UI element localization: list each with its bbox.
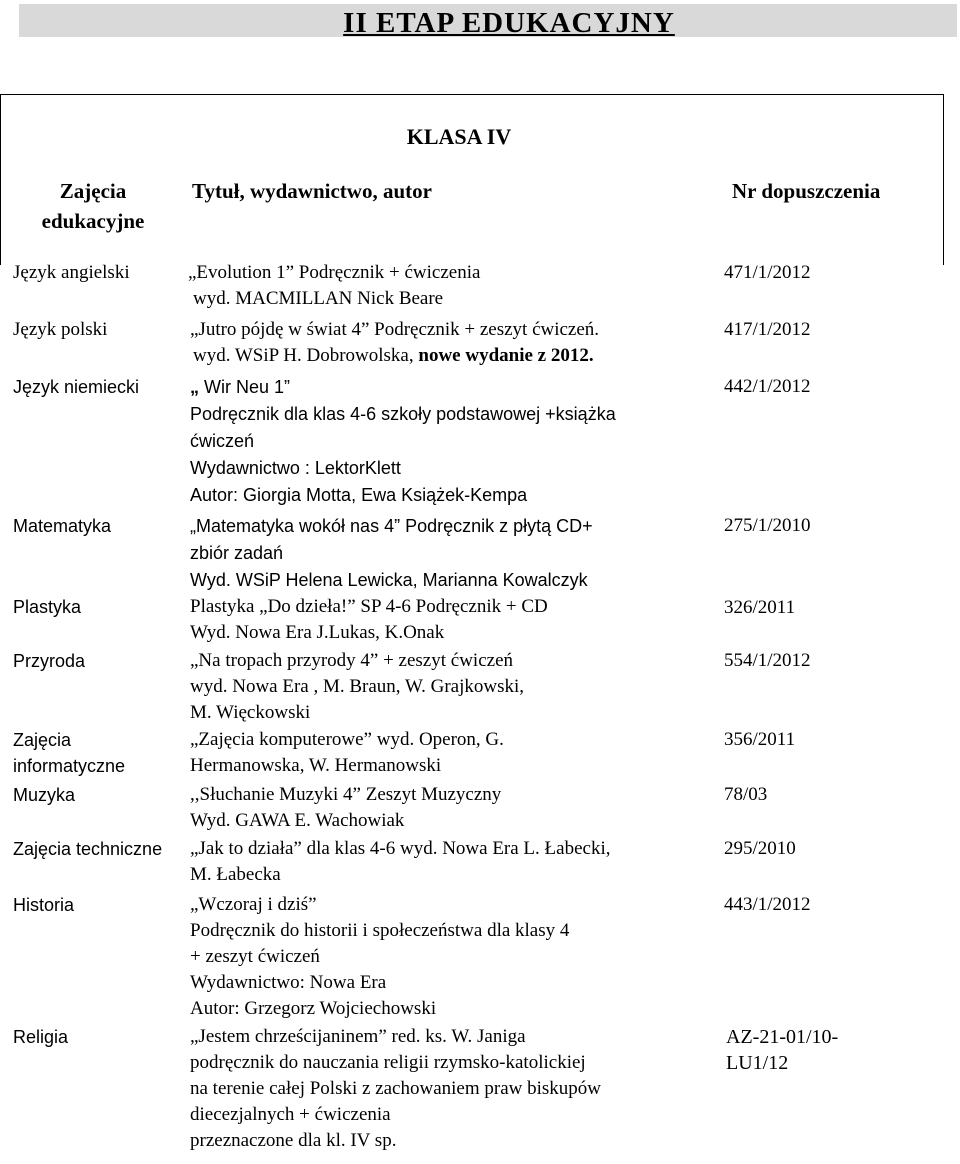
- subject-cell: Zajęcia techniczne: [13, 839, 163, 859]
- title-line: M. Łabecka: [190, 864, 281, 885]
- number-cell: 443/1/2012: [724, 894, 811, 915]
- title-line: Wydawnictwo: Nowa Era: [190, 972, 387, 993]
- title-line: „Evolution 1” Podręcznik + ćwiczenia: [188, 262, 481, 283]
- header-number: Nr dopuszczenia: [732, 179, 881, 203]
- title-line: Autor: Giorgia Motta, Ewa Książek-Kempa: [190, 485, 528, 505]
- title-line: „Jestem chrześcijaninem” red. ks. W. Janiga: [190, 1026, 526, 1047]
- title-line: podręcznik do nauczania religii rzymsko-katolickiej: [190, 1052, 586, 1073]
- page-title: II ETAP EDUKACYJNY: [343, 7, 675, 39]
- title-line: Podręcznik dla klas 4-6 szkoły podstawowej +książka: [190, 404, 616, 424]
- title-line: przeznaczone dla kl. IV sp.: [190, 1130, 397, 1151]
- title-line: „Zajęcia komputerowe” wyd. Operon, G.: [190, 729, 504, 750]
- title-cell: [190, 1024, 601, 1154]
- title-line: zbiór zadań: [190, 543, 284, 563]
- title-line: Hermanowska, W. Hermanowski: [190, 755, 442, 776]
- title-cell: [188, 260, 480, 312]
- title-line: Wydawnictwo : LektorKlett: [190, 458, 401, 478]
- number-cell: 356/2011: [724, 729, 796, 750]
- title-line: „Matematyka wokół nas 4” Podręcznik z płytą CD+: [190, 516, 593, 536]
- title-line: Wyd. WSiP Helena Lewicka, Marianna Kowalczyk: [190, 570, 588, 590]
- title-line: Plastyka „Do dzieła!” SP 4-6 Podręcznik + CD: [190, 596, 548, 617]
- title-cell: [190, 836, 610, 888]
- title-line: na terenie całej Polski z zachowaniem praw biskupów: [190, 1078, 601, 1099]
- title-line: M. Więckowski: [190, 702, 311, 723]
- title-cell: [190, 892, 569, 1022]
- subject-cell: Język angielski: [13, 262, 130, 283]
- number-cell: 554/1/2012: [724, 650, 811, 671]
- edition-note: nowe wydanie z 2012.: [418, 345, 594, 366]
- title-cell: [190, 374, 616, 509]
- title-line: „Na tropach przyrody 4” + zeszyt ćwiczeń: [190, 650, 513, 671]
- title-cell: [190, 317, 599, 369]
- title-line: ,,Słuchanie Muzyki 4” Zeszyt Muzyczny: [190, 784, 502, 805]
- subject-cell: Język polski: [13, 319, 108, 340]
- title-cell: [190, 513, 593, 594]
- title-line: diecezjalnych + ćwiczenia: [190, 1104, 391, 1125]
- subject-cell: Język niemiecki: [13, 377, 140, 397]
- title-line: „Wczoraj i dziś”: [190, 894, 317, 915]
- title-line: „Jak to działa” dla klas 4-6 wyd. Nowa Era L. Łabecki,: [190, 838, 611, 859]
- subject-cell: Religia: [13, 1027, 69, 1047]
- title-line: Podręcznik do historii i społeczeństwa dla klasy 4: [190, 920, 570, 941]
- header-subject: Zajęcia edukacyjne: [41, 179, 145, 233]
- number-cell: 326/2011: [724, 597, 796, 618]
- title-line: Wyd. GAWA E. Wachowiak: [190, 810, 405, 831]
- subject-cell: Zajęcia informatyczne: [13, 730, 126, 776]
- title-line: Wyd. Nowa Era J.Lukas, K.Onak: [190, 622, 445, 643]
- number-cell: 78/03: [724, 784, 768, 805]
- class-heading: KLASA IV: [406, 124, 512, 149]
- title-cell: [190, 782, 501, 834]
- page-title-banner: [19, 4, 957, 37]
- title-line: wyd. MACMILLAN Nick Beare: [193, 288, 444, 309]
- title-line: „Jutro pójdę w świat 4” Podręcznik + zeszyt ćwiczeń.: [190, 319, 600, 340]
- subject-cell: Matematyka: [13, 516, 112, 536]
- number-cell: 442/1/2012: [724, 376, 811, 397]
- header-title: Tytuł, wydawnictwo, autor: [192, 179, 432, 203]
- number-cell: 295/2010: [724, 838, 796, 859]
- title-cell: [190, 727, 504, 779]
- title-line: ćwiczeń: [190, 431, 255, 451]
- title-cell: [190, 594, 548, 646]
- number-cell: 275/1/2010: [724, 515, 811, 536]
- title-line: Autor: Grzegorz Wojciechowski: [190, 998, 437, 1019]
- subject-cell: Plastyka: [13, 597, 82, 617]
- title-cell: [190, 648, 524, 726]
- subject-cell: Muzyka: [13, 785, 76, 805]
- number-cell: 471/1/2012: [724, 262, 811, 283]
- number-cell: 417/1/2012: [724, 319, 811, 340]
- title-line: wyd. Nowa Era , M. Braun, W. Grajkowski,: [190, 676, 525, 697]
- number-line: LU1/12: [726, 1052, 789, 1074]
- title-line: „ Wir Neu 1”: [190, 377, 291, 397]
- subject-cell: Przyroda: [13, 651, 86, 671]
- title-line: wyd. WSiP H. Dobrowolska, nowe wydanie z 2012.: [193, 345, 594, 366]
- number-line: AZ-21-01/10-: [726, 1026, 839, 1048]
- subject-cell: Historia: [13, 895, 75, 915]
- number-cell: [726, 1024, 838, 1076]
- title-line: + zeszyt ćwiczeń: [190, 946, 320, 967]
